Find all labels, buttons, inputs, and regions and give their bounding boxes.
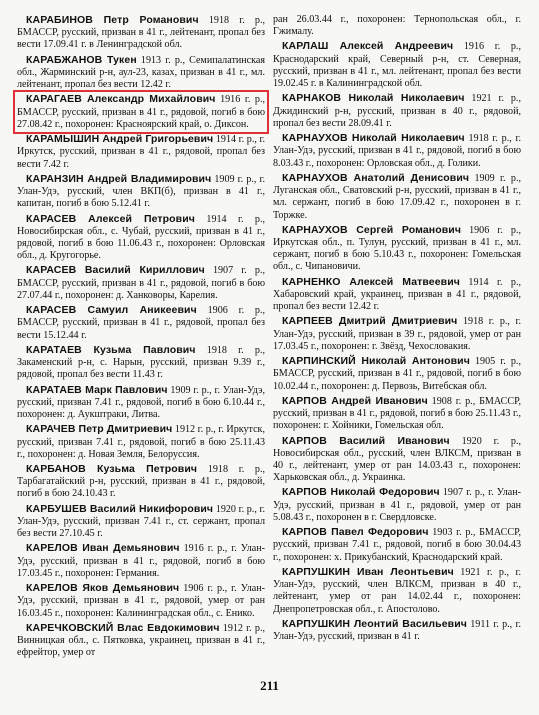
- entry: [272, 618, 522, 643]
- entry-name: КАРПУШКИН Иван Леонтьевич: [282, 565, 454, 578]
- entry-text: 1916 г. р., БМАССР, русский, призван в 41 г., рядовой, погиб в бою 27.08.42 г., похоронен: Красноярский край, о. Диксон.: [17, 94, 265, 130]
- entry-text: 1903 г. р., БМАССР, русский, призван 7.41 г., рядовой, погиб в бою 30.04.43 г., похоронен: х. Прикубанский, Краснодарский край.: [273, 527, 521, 563]
- entry-text: 1916 г. р., Краснодарский край, Северный р-н, ст. Северная, русский, призван в 41 г., мл. лейтенант, пропал без вести 19.02.45 г. в Калининградской обл.: [273, 41, 521, 90]
- entry-text: 1921 г. р., г. Улан-Удэ, русский, член ВЛКСМ, призван в 40 г., лейтенант, умер от ран 14.02.44 г., похоронен: Днепропетровская обл., г. Апостолово.: [273, 566, 522, 615]
- entry-name: КАРЕЛОВ Иван Демьянович: [26, 542, 180, 555]
- left-column: [16, 14, 266, 661]
- entry-text: 1906 г. р., БМАССР, русский, призван в 41 г., рядовой, пропал без вести 15.12.44 г.: [17, 305, 265, 341]
- entry-text: 1918 г. р., г. Улан-Удэ, русский, призван в 41 г., рядовой, погиб в бою 8.03.43 г., похоронен: Орловская обл., д. Голики.: [273, 133, 521, 169]
- entry: [272, 355, 522, 393]
- entry: [272, 435, 522, 485]
- entry-text: 1913 г. р., Семипалатинская обл., Жарминский р-н, аул-23, казах, призван в 41 г., мл. лейтенант, пропал без вести 12.42 г.: [17, 54, 266, 91]
- entry-name: КАРАБЖАНОВ Тукен: [26, 53, 137, 66]
- entry: [16, 304, 266, 342]
- entry-name: КАРАНЗИН Андрей Владимирович: [26, 172, 212, 185]
- entry-text: 1918 г. р., г. Улан-Удэ, русский, призван в 39 г., рядовой, умер от ран 17.03.45 г., похоронен: г. Звёзд, Чехословакия.: [273, 316, 522, 352]
- entry-name: КАРЛАШ Алексей Андреевич: [282, 40, 454, 53]
- entry-text: 1905 г. р., БМАССР, русский, призван в 41 г., рядовой, погиб в бою 10.02.44 г., похоронен: д. Первозь, Витебская обл.: [273, 356, 521, 392]
- entry-text: 1921 г. р., Джидинский р-н, русский, призван в 40 г., рядовой, пропал без вести 28.09.41 г.: [273, 93, 521, 129]
- entry-name: КАРПОВ Павел Федорович: [282, 526, 429, 539]
- entry-text: 1907 г. р., БМАССР, русский, призван в 41 г., рядовой, погиб в бою 27.07.44 г., похоронен: д. Ханковоры, Карелия.: [17, 265, 265, 301]
- entry: [16, 54, 266, 92]
- entry: [16, 463, 266, 501]
- entry-name: КАРЕЛОВ Яков Демьянович: [26, 582, 180, 595]
- entry: [272, 132, 522, 170]
- highlighted-entry: [16, 93, 266, 131]
- entry: [16, 133, 266, 171]
- entry: [16, 423, 266, 461]
- entry: [16, 582, 266, 620]
- entry-name: КАРАСЕВ Василий Кириллович: [26, 264, 205, 277]
- entry-name: КАРАЧЕВ Петр Дмитриевич: [26, 423, 173, 436]
- entry-text: 1918 г. р., БМАССР, русский, призван в 41 г., лейтенант, пропал без вести 17.09.41 г. в Ленинградской обл.: [17, 15, 265, 51]
- entry: [16, 503, 266, 541]
- entry: [272, 395, 522, 433]
- entry-text: 1920 г. р., Новосибирская обл., русский, член ВЛКСМ, призван в 40 г., лейтенант, умер от ран 14.03.43 г., похоронен: Харьковская обл., д. Украинка.: [273, 435, 521, 484]
- entry: [16, 213, 266, 263]
- entry-text: 1920 г. р., г. Улан-Удэ, русский, призван 7.41 г., ст. сержант, пропал без вести 27.10.45 г.: [17, 503, 265, 540]
- entry-text: 1916 г. р., г. Улан-Удэ, русский, призван в 41 г., рядовой, погиб в бою 17.03.45 г., похоронен: Германия.: [17, 543, 266, 579]
- entry-text: 1914 г. р., Хабаровский край, украинец, призван в 41 г., рядовой, пропал без вести 12.42 г.: [273, 276, 521, 313]
- entry-name: КАРПОВ Николай Федорович: [282, 486, 440, 499]
- entry-name: КАРАТАЕВ Кузьма Павлович: [26, 343, 196, 356]
- entry: [272, 315, 522, 353]
- entry-name: КАРНАУХОВ Сергей Романович: [282, 223, 462, 236]
- entry-text: 1909 г. р., г. Улан-Удэ, русский, член ВКП(б), призван в 41 г., капитан, погиб в бою 5.12.41 г.: [17, 173, 265, 210]
- entry: [272, 172, 522, 222]
- entry-text: 1912 г. р., г. Иркутск, русский, призван 7.41 г., рядовой, погиб в бою 25.11.43 г., похоронен: д. Новая Земля, Белоруссия.: [17, 424, 265, 460]
- entry: [272, 40, 522, 90]
- entry-text: 1914 г. р., Новосибирская обл., с. Чубай, русский, призван в 41 г., рядовой, погиб в бою 11.06.43 г., похоронен: Орловская обл., д. Кругогорье.: [17, 213, 265, 262]
- entry-name: КАРАГАЕВ Александр Михайлович: [26, 93, 216, 106]
- entry: [272, 526, 522, 564]
- entry-name: КАРАСЕВ Алексей Петрович: [26, 212, 195, 225]
- entry: [272, 486, 522, 524]
- entry-text: 1909 г. р., Луганская обл., Сватовский р-н, русский, призван в 41 г., мл. сержант, погиб в бою 17.09.42 г., похоронен в г. Торжке.: [273, 172, 521, 221]
- entry-text: ран 26.03.44 г., похоронен: Тернопольская обл., г. Гжималу.: [273, 14, 521, 38]
- entry-name: КАРЕЧКОВСКИЙ Влас Евдокимович: [26, 621, 220, 634]
- entry: [272, 224, 522, 274]
- entry: [16, 542, 266, 580]
- right-column: [272, 14, 522, 645]
- entry-name: КАРАТАЕВ Марк Павлович: [26, 383, 168, 396]
- entry: [272, 92, 522, 130]
- entry: [16, 264, 266, 302]
- entry: [16, 384, 266, 422]
- entry-text: 1918 г. р., Тарбагатайский р-н, русский, призван в 41 г., рядовой, погиб в бою 24.10.43 г.: [17, 463, 265, 500]
- entry-text: 1911 г. р., г. Улан-Удэ, русский, призван в 41 г.: [273, 618, 521, 643]
- entry-name: КАРПИНСКИЙ Николай Антонович: [282, 355, 470, 368]
- entry-name: КАРАМЫШИН Андрей Григорьевич: [26, 133, 214, 146]
- entry: [272, 14, 522, 38]
- entry-name: КАРБАНОВ Кузьма Петрович: [26, 462, 198, 475]
- entry-name: КАРНАУХОВ Анатолий Денисович: [282, 171, 470, 184]
- entry-name: КАРПУШКИН Леонтий Васильевич: [282, 617, 467, 630]
- entry-name: КАРПЕЕВ Дмитрий Дмитриевич: [282, 315, 458, 328]
- entry: [16, 622, 266, 660]
- entry-name: КАРАСЕВ Самуил Аникеевич: [26, 304, 197, 317]
- entry-name: КАРПОВ Василий Иванович: [282, 434, 450, 447]
- page-number: 211: [260, 678, 279, 693]
- entry-text: 1918 г. р., Закаменский р-н, с. Нарын, русский, призван 9.39 г., рядовой, пропал без вести 11.43 г.: [17, 344, 265, 381]
- entry: [272, 276, 522, 314]
- entry-text: 1908 г. р., БМАССР, русский, призван в 41 г., рядовой, погиб в бою 25.11.43 г., похоронен: г. Хойники, Гомельская обл.: [273, 395, 521, 432]
- entry-name: КАРНАУХОВ Николай Николаевич: [282, 132, 465, 145]
- entry: [272, 566, 522, 616]
- entry-text: 1906 г. р., Иркутская обл., п. Тулун, русский, призван в 41 г., мл. сержант, погиб в бою 5.10.43 г., похоронен: Гомельская обл., с. Чипановичи.: [273, 224, 521, 273]
- entry-name: КАРПОВ Андрей Иванович: [282, 394, 428, 407]
- entry-text: 1912 г. р., Винницкая обл., с. Пятковка, украинец, призван в 41 г., ефрейтор, умер от: [17, 622, 266, 659]
- entry-name: КАРНАКОВ Николай Николаевич: [282, 92, 465, 105]
- entry-name: КАРНЕНКО Алексей Матвеевич: [282, 275, 460, 288]
- entry: [16, 344, 266, 382]
- entry-text: 1906 г. р., г. Улан-Удэ, русский, призван в 41 г., рядовой, умер от ран 16.03.45 г., похоронен: Калининградская обл., с. Енико.: [17, 583, 265, 619]
- entry-name: КАРБУШЕВ Василий Никифорович: [26, 502, 214, 515]
- entry-name: КАРАБИНОВ Петр Романович: [26, 14, 199, 26]
- entry-text: 1914 г. р., г. Иркутск, русский, призван в 41 г., рядовой, пропал без вести 7.42 г.: [17, 134, 266, 170]
- entry: [16, 14, 266, 52]
- entry-text: 1907 г. р., г. Улан-Удэ, русский, призван в 41 г., рядовой, умер от ран 5.08.43 г., похоронен в г. Свердловске.: [273, 487, 522, 523]
- entry-text: 1909 г. р., г. Улан-Удэ, русский, призван 7.41 г., рядовой, погиб в бою 6.10.44 г., похоронен: д. Аукштраки, Литва.: [17, 384, 266, 421]
- entry: [16, 173, 266, 211]
